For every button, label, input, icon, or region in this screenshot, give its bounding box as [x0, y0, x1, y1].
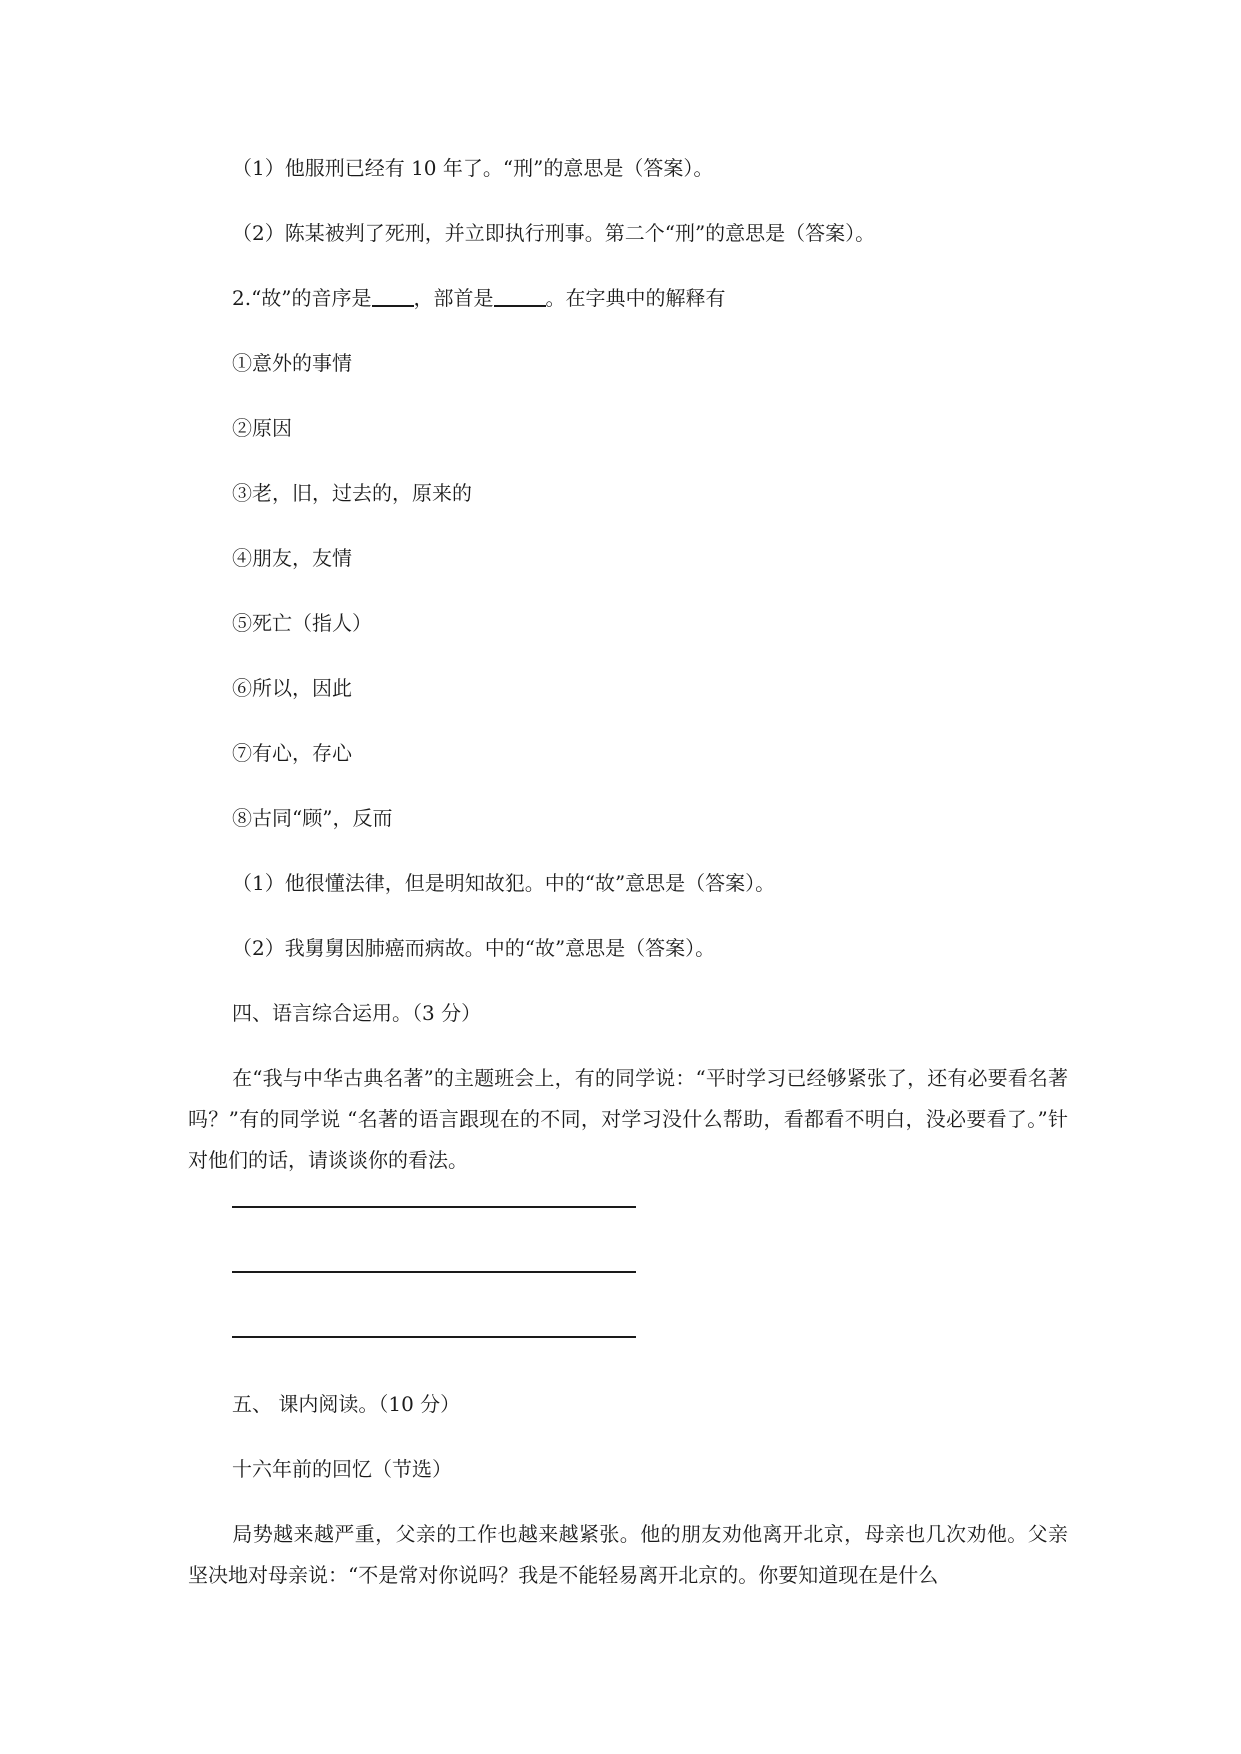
q1-sub-question-1: （1）他服刑已经有 10 年了。“刑”的意思是（答案）。	[232, 156, 714, 180]
definition-5: ⑤死亡（指人）	[232, 611, 372, 635]
definition-7: ⑦有心，存心	[232, 741, 352, 765]
radical-blank[interactable]	[494, 305, 546, 307]
section-4-title: 四、语言综合运用。（3 分）	[232, 1001, 482, 1025]
definition-8: ⑧古同“顾”，反而	[232, 806, 393, 830]
q2-sub-question-2: （2）我舅舅因肺癌而病故。中的“故”意思是（答案）。	[232, 936, 716, 960]
q1-sub-question-2: （2）陈某被判了死刑，并立即执行刑事。第二个“刑”的意思是（答案）。	[232, 221, 876, 245]
section-4-prompt-text: 在“我与中华古典名著”的主题班会上，有的同学说：“平时学习已经够紧张了，还有必要看名著吗？”有的同学说 “名著的语言跟现在的不同，对学习没什么帮助，看都看不明白，没必要看了。”针对他们的话，请谈谈你的看法。	[188, 1066, 1068, 1172]
answer-line-3[interactable]	[232, 1336, 636, 1338]
answer-line-2[interactable]	[232, 1271, 636, 1273]
q2-prefix: 2.“故”的音序是	[232, 286, 372, 310]
definition-3: ③老，旧，过去的，原来的	[232, 481, 472, 505]
definition-1: ①意外的事情	[232, 351, 352, 375]
section-4-prompt	[188, 1058, 1068, 1181]
q2-sub-question-1: （1）他很懂法律，但是明知故犯。中的“故”意思是（答案）。	[232, 871, 776, 895]
q2-mid: ，部首是	[413, 286, 494, 310]
definition-2: ②原因	[232, 416, 292, 440]
passage-text: 局势越来越严重，父亲的工作也越来越紧张。他的朋友劝他离开北京，母亲也几次劝他。父亲坚决地对母亲说：“不是常对你说吗？我是不能轻易离开北京的。你要知道现在是什么	[188, 1522, 1068, 1587]
section-5-title: 五、 课内阅读。（10 分）	[232, 1392, 461, 1416]
phonetic-order-blank[interactable]	[372, 305, 414, 307]
definition-6: ⑥所以，因此	[232, 676, 352, 700]
q2-question	[232, 288, 726, 308]
q2-suffix: 。在字典中的解释有	[545, 286, 726, 310]
answer-line-1[interactable]	[232, 1206, 636, 1208]
definition-4: ④朋友，友情	[232, 546, 352, 570]
passage-paragraph	[188, 1514, 1068, 1596]
passage-title: 十六年前的回忆（节选）	[232, 1457, 452, 1481]
